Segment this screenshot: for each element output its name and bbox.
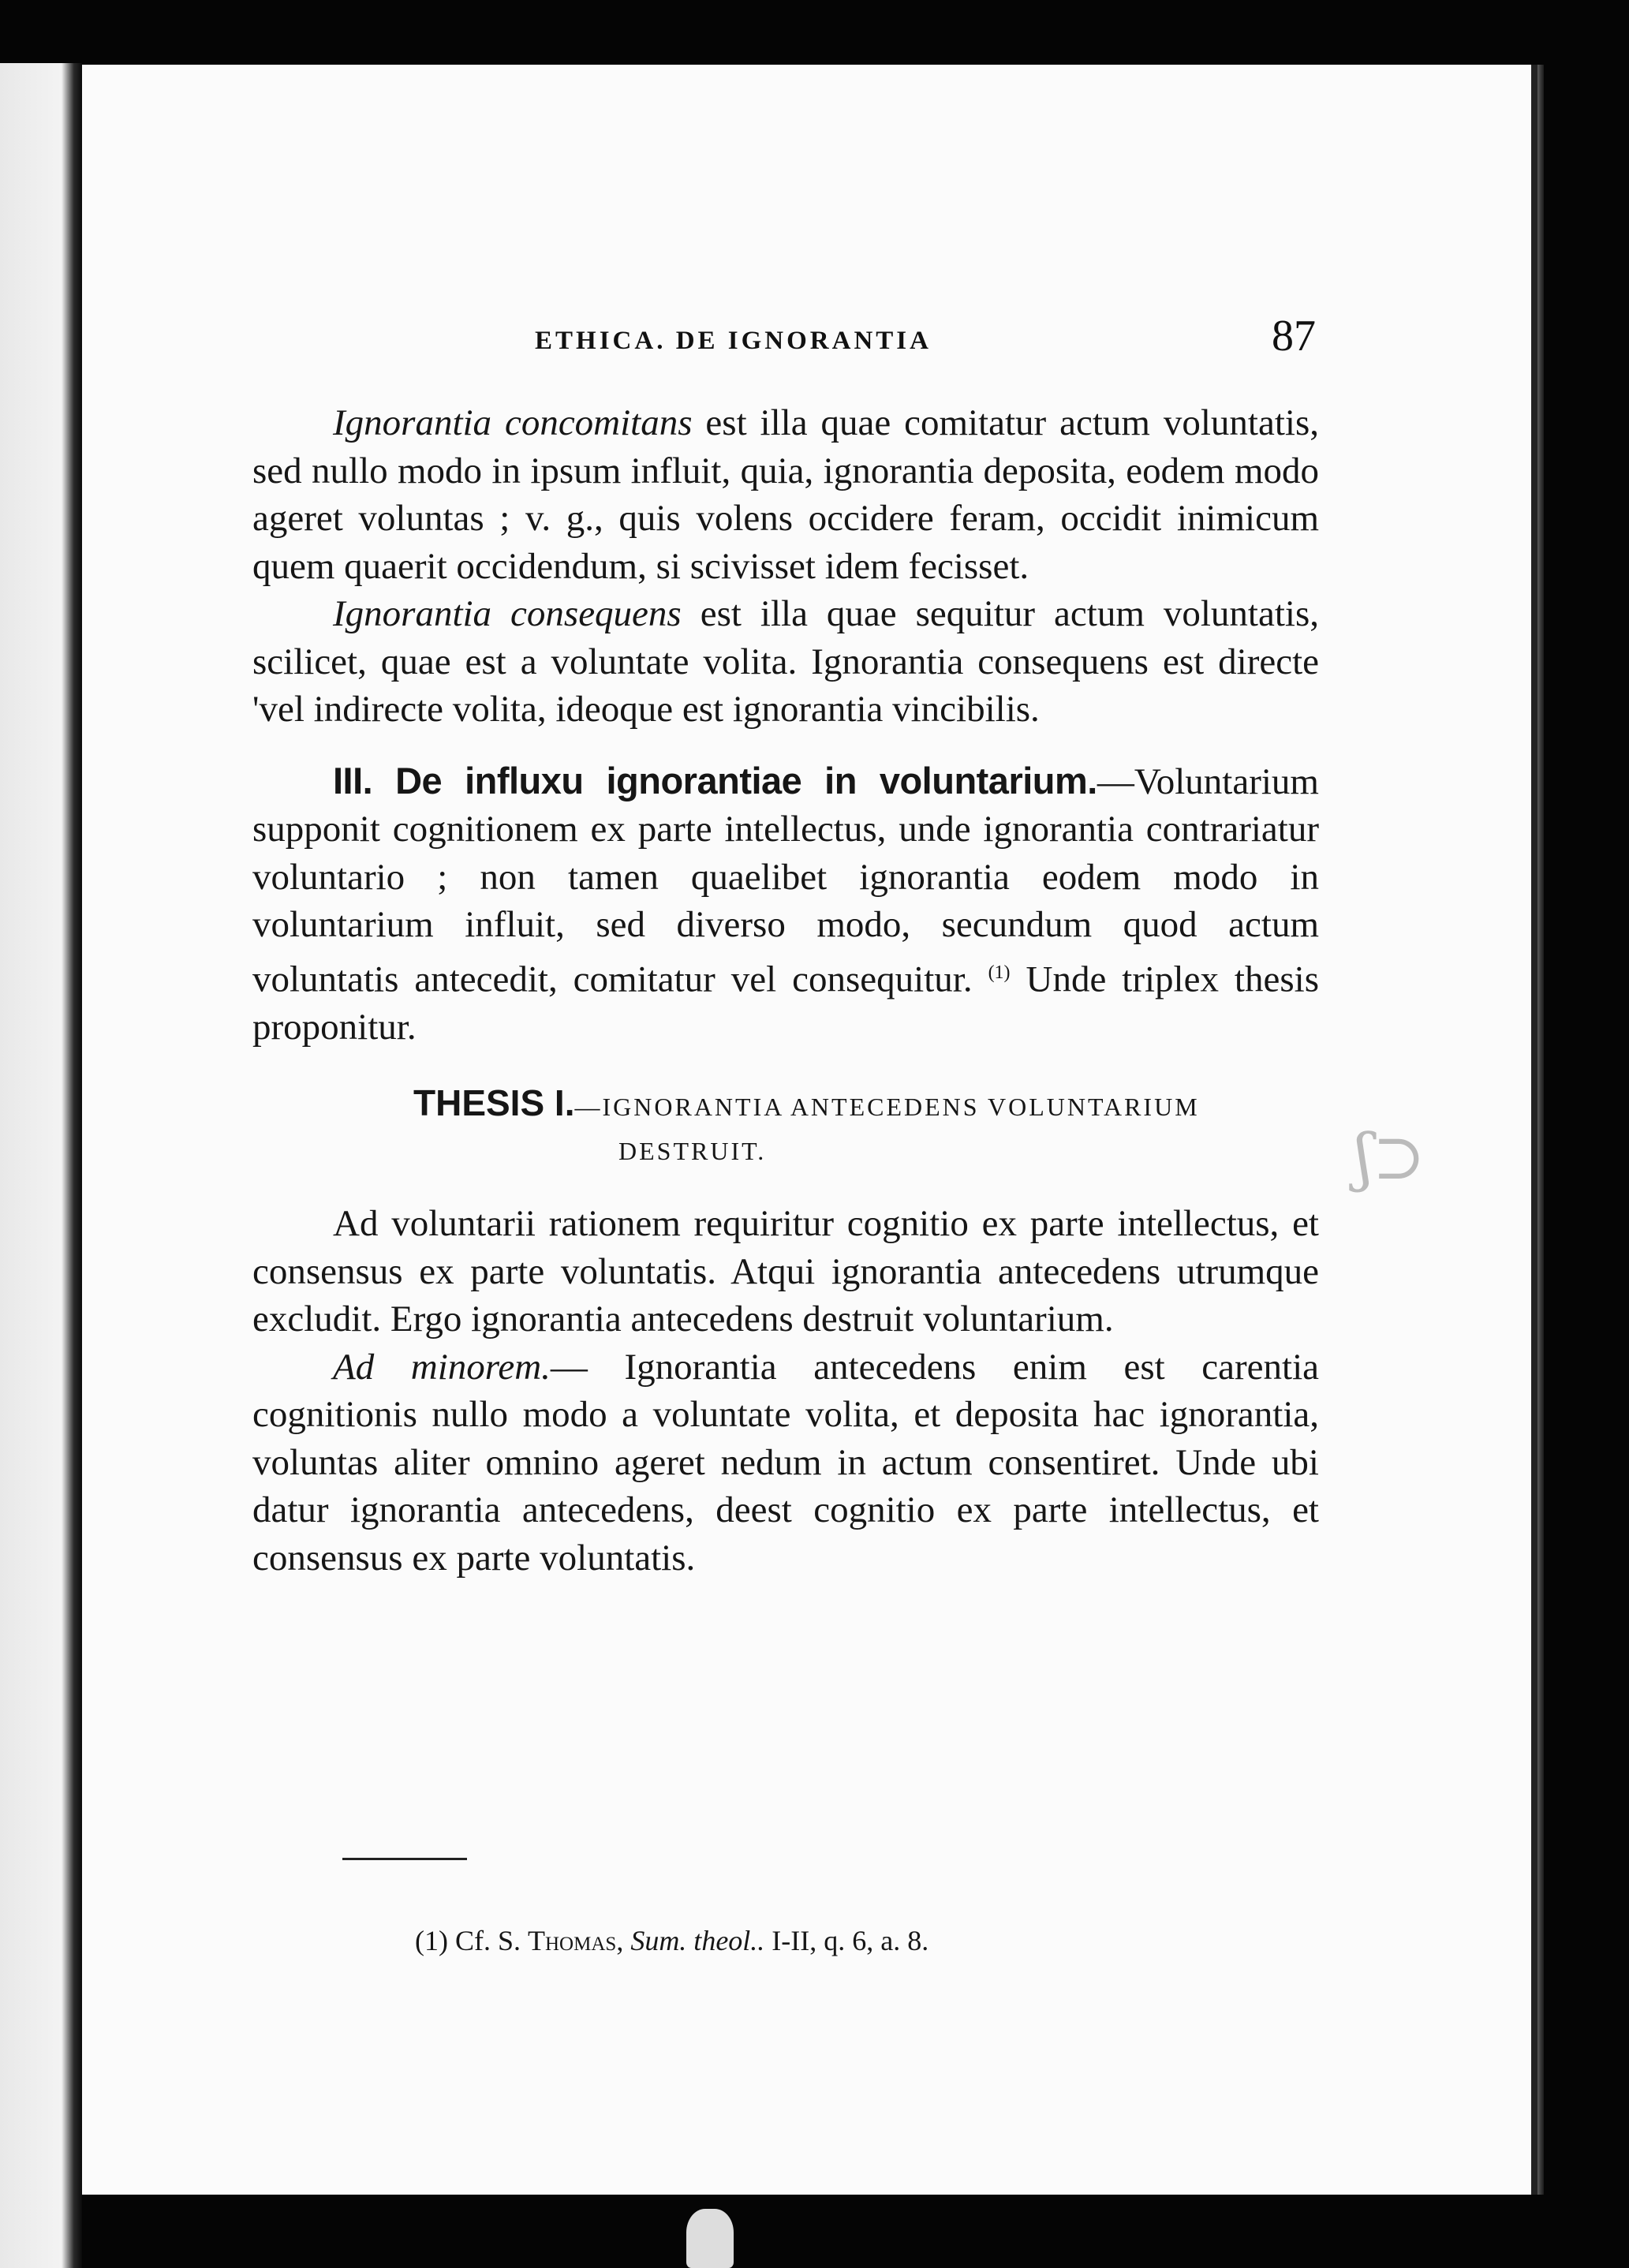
term-consequens: Ignorantia consequens <box>333 593 682 634</box>
footnote-work: Sum. theol.. <box>630 1925 765 1956</box>
book-page <box>82 65 1531 2195</box>
section-tail: Unde triplex thesis proponitur. <box>252 958 1319 1048</box>
paragraph-text: est illa quae comitatur actum voluntatis, sed nullo modo in ipsum influit, quia, ignorantia deposita, eodem modo ageret voluntas ; v. g., quis volens occidere feram, occidit inimicum quem quaerit occidendum, si scivisset idem fecisset. <box>252 402 1319 587</box>
thesis-label: THESIS I. <box>413 1082 575 1124</box>
paragraph-concomitans <box>252 399 1319 590</box>
footnote-reference[interactable]: (1) <box>988 962 1011 983</box>
paragraph-consequens <box>252 590 1319 734</box>
section-text: —Voluntarium supponit cognitionem ex parte intellectus, unde ignorantia contrariatur voluntario ; non tamen quaelibet ignorantia eodem modo in voluntarium influit, sed diverso modo, secundum quod actum voluntatis antecedit, comitatur vel consequitur. <box>252 760 1319 1000</box>
term-concomitans: Ignorantia concomitans <box>333 402 693 443</box>
footnote-prefix: Cf. S. <box>454 1925 529 1956</box>
term-ad-minorem: Ad minorem. <box>333 1346 551 1388</box>
pencil-margin-mark: ʃ⊃ <box>1355 1120 1425 1194</box>
paragraph-argument <box>252 1200 1319 1343</box>
thesis-text-continued: DESTRUIT. <box>618 1137 767 1166</box>
footnote-divider <box>342 1858 467 1860</box>
footnote-locator: I-II, q. 6, a. 8. <box>772 1925 929 1956</box>
scan-artifact <box>686 2209 734 2268</box>
section-title: III. De influxu ignorantiae in voluntarium. <box>333 759 1097 801</box>
section-iii <box>252 757 1319 1052</box>
footnote: (1) Cf. S. Thomas, Sum. theol.. I-II, q. 6, a. 8. <box>415 1925 929 1956</box>
page-number: 87 <box>1272 312 1316 361</box>
footnote-marker: (1) <box>415 1925 448 1956</box>
paragraph-text: Ad voluntarii rationem requiritur cognitio ex parte intellectus, et consensus ex parte voluntatis. Atqui ignorantia antecedens utrumque excludit. Ergo ignorantia antecedens destruit voluntarium. <box>252 1203 1319 1340</box>
paragraph-ad-minorem <box>252 1343 1319 1582</box>
thesis-heading <box>252 1081 1319 1173</box>
body-text <box>252 399 1319 1582</box>
paragraph-text: — Ignorantia antecedens enim est carentia cognitionis nullo modo a voluntate volita, et deposita hac ignorantia, voluntas aliter omnino ageret nedum in actum consentiret. Unde ubi datur ignorantia antecedens, deest cognitio ex parte intellectus, et consensus ex parte voluntatis. <box>252 1346 1319 1579</box>
page-edge-shadow <box>1531 65 1544 2195</box>
facing-page-edge <box>0 63 82 2268</box>
paragraph-text: est illa quae sequitur actum voluntatis, scilicet, quae est a voluntate volita. Ignorantia consequens est directe 'vel indirecte volita, ideoque est ignorantia vincibilis. <box>252 593 1319 730</box>
page-header <box>82 254 1531 361</box>
running-head: ETHICA. DE IGNORANTIA <box>535 327 932 355</box>
footnote-author: Thomas <box>528 1925 617 1956</box>
thesis-text: —IGNORANTIA ANTECEDENS VOLUNTARIUM <box>574 1093 1200 1122</box>
